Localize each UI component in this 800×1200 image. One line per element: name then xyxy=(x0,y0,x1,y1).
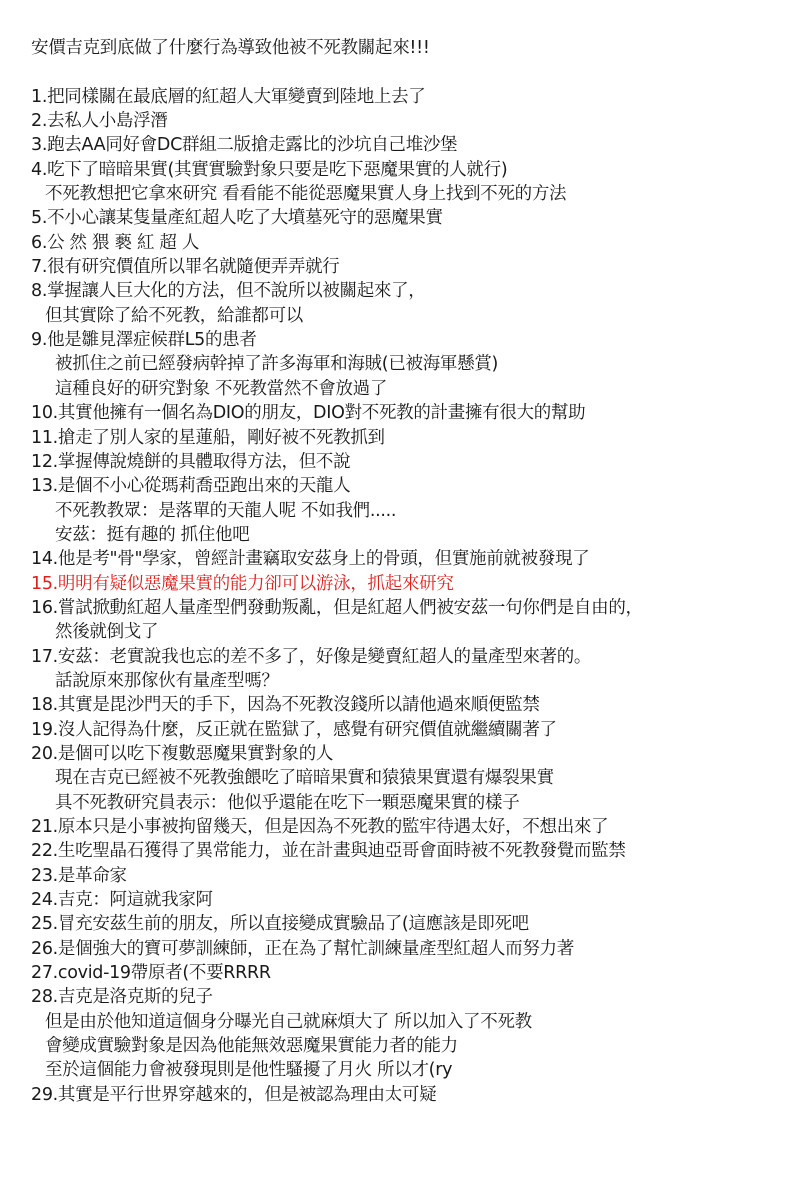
list-item-detail: 這種良好的研究對象 不死教當然不會放過了 xyxy=(55,378,388,399)
list-item: 26.是個強大的寶可夢訓練師，正在為了幫忙訓練量產型紅超人而努力著 xyxy=(31,938,574,959)
list-item: 17.安茲：老實說我也忘的差不多了，好像是變賣紅超人的量產型來著的。 xyxy=(31,646,592,667)
list-item: 14.他是考"骨"學家，曾經計畫竊取安茲身上的骨頭，但實施前就被發現了 xyxy=(31,549,590,570)
list-item: 4.吃下了暗暗果實(其實實驗對象只要是吃下惡魔果實的人就行) xyxy=(31,159,508,180)
list-item: 22.生吃聖晶石獲得了異常能力，並在計畫與迪亞哥會面時被不死教發覺而監禁 xyxy=(31,841,626,862)
list-item-detail: 會變成實驗對象是因為他能無效惡魔果實能力者的能力 xyxy=(45,1036,458,1057)
list-item: 6.公 然 猥 褻 紅 超 人 xyxy=(31,232,200,253)
document-body xyxy=(31,36,791,1107)
list-item-detail: 不死教教眾：是落單的天龍人呢 不如我們..... xyxy=(55,500,397,521)
list-item: 5.不小心讓某隻量產紅超人吃了大墳墓死守的惡魔果實 xyxy=(31,208,443,229)
list-item-detail: 不死教想把它拿來研究 看看能不能從惡魔果實人身上找到不死的方法 xyxy=(45,184,567,205)
list-item-detail: 話說原來那傢伙有量產型嗎？ xyxy=(55,670,279,691)
document-title: 安價吉克到底做了什麼行為導致他被不死教關起來!!! xyxy=(31,38,430,58)
list-item: 18.其實是毘沙門天的手下，因為不死教沒錢所以請他過來順便監禁 xyxy=(31,695,540,716)
list-item: 13.是個不小心從瑪莉喬亞跑出來的天龍人 xyxy=(31,476,351,497)
list-item: 16.嘗試掀動紅超人量產型們發動叛亂，但是紅超人們被安茲一句你們是自由的， xyxy=(31,597,643,618)
list-item-detail: 至於這個能力會被發現則是他性騷擾了月火 所以才(ry xyxy=(45,1060,453,1081)
list-item: 24.吉克：阿這就我家阿 xyxy=(31,890,213,911)
list-item: 9.他是雛見澤症候群L5的患者 xyxy=(31,330,257,351)
list-item: 19.沒人記得為什麼，反正就在監獄了，感覺有研究價值就繼續關著了 xyxy=(31,719,557,740)
list-item: 12.掌握傳說燒餅的具體取得方法，但不說 xyxy=(31,451,351,472)
list-item: 8.掌握讓人巨大化的方法，但不說所以被關起來了， xyxy=(31,281,426,302)
list-item: 3.跑去AA同好會DC群組二版搶走露比的沙坑自己堆沙堡 xyxy=(31,135,458,156)
list-item: 7.很有研究價值所以罪名就隨便弄弄就行 xyxy=(31,257,340,278)
list-item: 27.covid-19帶原者(不要RRRR xyxy=(31,963,271,984)
list-item-detail: 安茲：挺有趣的 抓住他吧 xyxy=(55,524,250,545)
list-item: 15.明明有疑似惡魔果實的能力卻可以游泳，抓起來研究 xyxy=(31,573,454,594)
list-item: 21.原本只是小事被拘留幾天，但是因為不死教的監牢待遇太好，不想出來了 xyxy=(31,817,609,837)
list-item-detail: 被抓住之前已經發病幹掉了許多海軍和海賊(已被海軍懸賞) xyxy=(55,354,499,375)
list-item: 11.搶走了別人家的星蓮船，剛好被不死教抓到 xyxy=(31,427,385,448)
list-item: 20.是個可以吃下複數惡魔果實對象的人 xyxy=(31,743,334,764)
list-item: 25.冒充安茲生前的朋友，所以直接變成實驗品了(這應該是即死吧 xyxy=(31,914,529,935)
list-item: 29.其實是平行世界穿越來的，但是被認為理由太可疑 xyxy=(31,1084,437,1105)
list-item: 28.吉克是洛克斯的兒子 xyxy=(31,987,213,1008)
answer-list xyxy=(31,85,791,1107)
list-item-detail: 但是由於他知道這個身分曝光自己就麻煩大了 所以加入了不死教 xyxy=(45,1011,532,1032)
list-item: 10.其實他擁有一個名為DIO的朋友，DIO對不死教的計畫擁有很大的幫助 xyxy=(31,403,586,424)
list-item: 2.去私人小島浮潛 xyxy=(31,111,168,132)
list-item-detail: 但其實除了給不死教，給誰都可以 xyxy=(45,305,303,326)
list-item-detail: 具不死教研究員表示：他似乎還能在吃下一顆惡魔果實的樣子 xyxy=(55,792,520,813)
list-item: 23.是革命家 xyxy=(31,865,127,886)
list-item-detail: 現在吉克已經被不死教強餵吃了暗暗果實和猿猿果實還有爆裂果實 xyxy=(55,768,554,789)
list-item-detail: 然後就倒戈了 xyxy=(55,622,159,643)
list-item: 1.把同樣關在最底層的紅超人大軍變賣到陸地上去了 xyxy=(31,86,426,107)
